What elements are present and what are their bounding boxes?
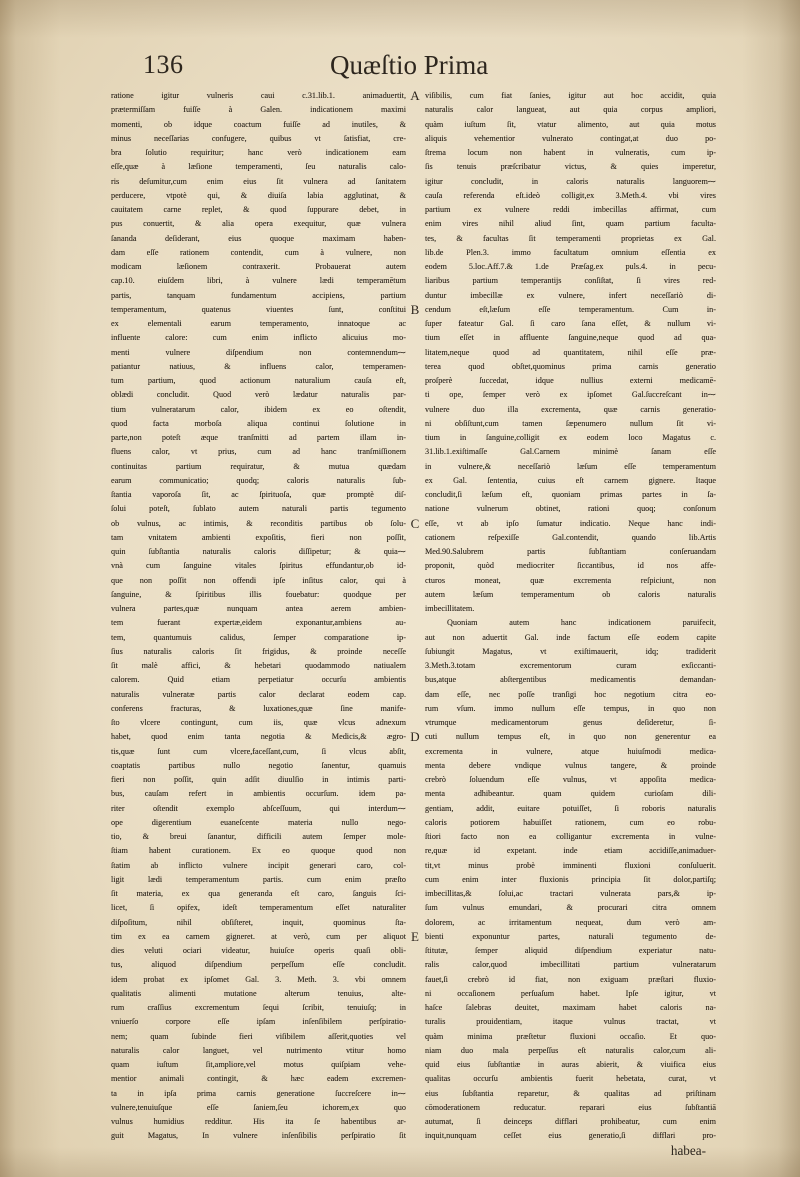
text-line: tium in ſanguine,colligit ex eodem loco Magatus c. [425, 433, 716, 442]
text-line: ſtiam habent curationem. Ex eo quoque quod non [111, 846, 406, 856]
text-line: cōmoderationem reducatur. reparari eius ſubſtantiā [425, 1102, 716, 1112]
right-column [425, 89, 716, 1144]
text-line: ſolui poteſt, ſublato autem naturali partis tegumento [111, 504, 406, 514]
text-line: quin ſubſtantia naturalis caloris diſſipetur; & quia⁓ [111, 547, 406, 556]
text-line: aut non aduertit Gal. inde factum eſſe eodem capite [425, 632, 716, 642]
text-line: autumat, ſi deinceps difflari prohibeatur, cum enim [425, 1117, 716, 1126]
text-line: mentior animali contingit, & hæc eadem excremen- [111, 1074, 406, 1084]
text-line: dies veluti ociari videatur, huiuſce operis quaſi obli- [111, 946, 406, 955]
text-line: qualitatis alimenti mutatione alterum tenuius, alte- [111, 988, 406, 998]
text-line: vulnera partes,quæ nunquam antea aerem ambien- [111, 604, 406, 613]
text-line: Quoniam autem hanc indicationem paruifecit, [447, 618, 716, 628]
text-line: cap.10. eiuſdem libri, à vulnere lædi temperamētum [111, 276, 406, 286]
text-line: earum communicatio; quodq; caloris naturalis ſub- [111, 475, 406, 485]
text-line: imbecillitas,& ſolui,ac tractari vulnerata pars,& ip- [425, 889, 716, 898]
text-line: caloris potiorem habuiſſet rationem, cum eo robu- [425, 817, 716, 827]
text-line: concludit,ſi læſum eſt, quoniam primas partes in ſa- [425, 490, 716, 499]
text-line: influente calore: cum enim inflicto alicuius mo- [111, 333, 406, 343]
text-line: prætermiſſam fuiſſe à Galen. indicationem maximi [111, 105, 406, 115]
text-line: haſce ſalebras deuitet, maximam habet caloris na- [425, 1003, 716, 1012]
text-line: vnà cum ſanguine vitales ſpiritus effundantur,ob id- [111, 561, 406, 571]
text-line: tium eſſet in affluente ſanguine,neque quod ad qua- [425, 333, 716, 343]
text-line: terea quod obſtet,quominus prima carnis generatio [425, 361, 716, 371]
text-line: autem læſum temperamentum ob caloris naturalis [425, 589, 716, 599]
text-line: fluens calor, vt prius, cum ad hanc tranſmiſſionem [111, 447, 406, 457]
text-line: turalis prouidentiam, itaque vulnus tractat, vt [425, 1017, 716, 1027]
text-line: crebrò ſoluendum eſſe vulnus, vt appoſita medica- [425, 775, 716, 784]
text-line: viſibilis, cum fiat ſanies, igitur aut hoc accidit, quia [425, 91, 716, 100]
margin-letter-d: D [410, 729, 420, 745]
text-line: habet, quod enim tanta negotia & Medicis,& ægro- [111, 732, 406, 742]
text-line: vulnere,tenuiuſque eſſe ſaniem,ſeu ichorem,ex quo [111, 1102, 406, 1112]
text-line: cuti nullum tempus eſt, in quo non generentur ea [425, 732, 716, 742]
text-line: coaptatis partibus nullo negotio ſanentur, quamuis [111, 760, 406, 770]
text-line: vniuerſo corpore eſſe ipſam inſenſibilem perſpiratio- [111, 1017, 406, 1027]
text-line: vulnere duo illa excrementa, quæ carnis generatio- [425, 404, 716, 414]
text-line: ni occaſionem perſuaſum habet. Ipſe igitur, vt [425, 988, 716, 998]
text-line: litatem,neque quod ad quantitatem, nihil eſſe præ- [425, 347, 716, 357]
text-line: cendum eſt,læſum eſſe temperamentum. Cum in- [425, 304, 716, 314]
text-line: ſius naturalis caloris ſit frigidus, & proinde neceſſe [111, 646, 406, 656]
margin-letter-c: C [410, 515, 420, 531]
text-line: quàm iuſtum ſit, vtatur alimento, aut quia motus [425, 119, 716, 129]
text-line: tem fuerant expertæ,eidem exponantur,ambiens au- [111, 618, 406, 628]
text-line: bus,atque abſtergentibus medicamentis demandan- [425, 675, 716, 685]
text-line: menta adhibeantur. quam quidem curioſam dili- [425, 789, 716, 799]
text-line: ſananda deſiderant, eius quoque maximam haben- [111, 233, 406, 243]
text-line: vtrumque medicamentorum genus deſideretur, ſi- [425, 718, 716, 727]
paragraph [425, 89, 716, 616]
text-line: temperamentum, quatenus viuentes ſunt, conſtitui [111, 304, 406, 314]
paragraph [425, 616, 716, 1143]
text-line: ob vulnus, ac intimis, & reconditis partibus ob ſolu- [111, 518, 406, 528]
text-line: ſtatim ab inflicto vulnere incipit generari caro, col- [111, 860, 406, 870]
text-line: 3.Meth.3.totam excrementorum curam exſiccanti- [425, 661, 716, 670]
text-line: re,quæ id expetant. inde etiam accidiſſe,animaduer- [425, 846, 716, 856]
text-line: vulnus humidius redditur. His ita ſe habentibus ar- [111, 1117, 406, 1126]
text-line: igitur concludit, in caloris naturalis languorem⁓ [425, 176, 716, 186]
text-line: imbecillitatem. [425, 604, 475, 613]
text-line: gentiam, addit, euitare potuiſſet, ſi roboris naturalis [425, 803, 716, 813]
text-line: bus, cauſam refert in ambientis occurſum. idem pa- [111, 789, 406, 799]
text-line: ſis tenuis præſcribatur victus, & quies imperetur, [425, 162, 716, 172]
text-line: tio, & breui ſanantur, difficili autem ſemper mole- [111, 832, 406, 841]
text-line: conferens fracturas, & luxationes,quæ ſine manife- [111, 703, 406, 713]
text-line: ni obſiſtunt,cum tamen ſæpenumero nullum ſit vi- [425, 418, 716, 428]
text-line: ſtrema locum non habent in vulneratis, cum ip- [425, 148, 716, 157]
left-column [111, 89, 406, 1144]
text-line: ex Gal. ſententia, cuius eſt carnem gignere. Itaque [425, 475, 716, 485]
text-line: enim vires nihil aliud ſint, quam partium faculta- [425, 219, 716, 229]
text-line: licet, ſi opifex, ideſt temperamentum eſſet naturaliter [111, 903, 406, 913]
text-line: ſum vulnus emundari, & procurari citra omnem [425, 903, 716, 913]
page-number: 136 [143, 50, 184, 79]
text-line: ris deſumitur,cum enim eius ſit vulnera ad ſanitatem [111, 176, 406, 186]
text-line: minus neceſſarias confugere, quibus vt ſatisfiat, cre- [111, 133, 406, 143]
text-line: menti vulnere diſpendium non contemnendum⁓ [111, 347, 406, 357]
text-line: aliquis vehementior vulnerato contingat,at duo po- [425, 133, 716, 143]
margin-letter-b: B [410, 301, 420, 317]
text-line: ſuper fateatur Gal. ſi caro ſana eſſet, & nullum vi- [425, 319, 716, 328]
text-line: nem; quam ſubinde fieri viſibilem aſſerit,quoties vel [111, 1031, 406, 1041]
text-line: naturalis calor langueat, aut quia corpus ampliori, [425, 105, 716, 115]
text-line: ſto vlcere contingunt, cum iis, quæ vlcus adnexum [111, 718, 406, 727]
text-line: ratione igitur vulneris caui c.31.lib.1. animaduertit, [111, 91, 406, 100]
text-line: tus, aliquod diſpendium perpeſſum eſſe concludit. [111, 960, 406, 970]
text-line: ſtiori facto non ea colligantur excrementa in vulne- [425, 832, 716, 841]
margin-letter-a: A [410, 88, 420, 103]
text-line: in vulnere,& neceſſariò læſum eſſe temperamentum [425, 461, 716, 471]
text-line: eodem 5.loc.Aff.7.& 1.de Præſag.ex puls.4. in pecu- [425, 262, 716, 271]
text-line: eius ſubſtantia reparetur, & qualitas ad priſtinam [425, 1088, 716, 1098]
text-line: oblædi concludit. Quod verò lædatur naturalis par- [111, 390, 406, 400]
text-line: parte,non poteſt æque tranſmitti ad partem illam in- [111, 433, 406, 442]
text-line: continuitas partium requiratur, & mutua quædam [111, 461, 406, 471]
text-line: tam vnitatem ambienti expoſitis, fieri non poſſit, [111, 532, 406, 542]
text-line: ſtantia vaporoſa ſit, ac ſpirituoſa, quæ promptè diſ- [111, 490, 406, 499]
text-line: proponit, quòd mediocriter ſiccantibus, id nos affe- [425, 561, 716, 571]
text-line: quid eius ſubſtantiæ in auras abierit, & viuifica eius [425, 1060, 716, 1069]
text-line: perducere, vtpotè qui, & diuiſa labia agglutinat, & [111, 190, 406, 200]
text-line: dolorem, ac irritamentum nequeat, dum verò am- [425, 917, 716, 927]
text-line: ſubiungit Magatus, vt exiſtimauerit, idq; tradiderit [425, 646, 716, 656]
text-line: inquit,nunquam ceſſet eius generatio,ſi difflari pro- [425, 1131, 716, 1141]
text-line: que non poſſit non offendi ipſe inſitus calor, qui à [111, 575, 406, 585]
text-line: cauitatem carne replet, & quod ſuppurare debet, in [111, 205, 406, 214]
text-line: niam duo mala perpeſſus eſt naturalis calor,cum ali- [425, 1045, 716, 1055]
text-line: eſſe,quæ à læſione temperamenti, ſeu naturalis calo- [111, 162, 406, 172]
text-line: patiantur natiuus, & influens calor, temperamen- [111, 361, 406, 371]
text-line: tum partium, quod actionum naturalium cauſa eſt, [111, 376, 406, 385]
text-line: rum vſum. immo nullum eſſe tempus, in quo non [425, 703, 716, 713]
text-line: rum craſſius excrementum ſequi ſcribit, tenuiuſq; in [111, 1003, 406, 1012]
text-line: menta debere vndique vulnus tangere, & proinde [425, 760, 716, 770]
text-line: Med.90.Salubrem partis ſubſtantiam conſeruandam [425, 547, 716, 556]
text-line: tium vulneratarum calor, ibidem ex eo oſtendit, [111, 404, 406, 414]
text-line: partis, tanquam fundamentum accipiens, partium [111, 290, 406, 300]
text-line: ex elementali earum temperamento, innatoque ac [111, 319, 406, 328]
catchword: habea- [670, 1142, 706, 1158]
margin-letter-e: E [411, 928, 419, 944]
text-line: modicam læſionem contraxerit. Probauerat autem [111, 262, 406, 271]
text-line: naturalis vulneratæ partis calor declarat eodem cap. [111, 689, 406, 699]
text-line: duntur imbecillæ ex vulnere, infert neceſſariò di- [425, 290, 716, 300]
text-line: ligit lædi temperamentum partis. cum enim præſto [111, 874, 406, 884]
text-line: eſſe, vt ab ipſo ſumatur indicatio. Neque hanc indi- [425, 518, 716, 528]
text-line: excrementa in vulnere, atque huiuſmodi medica- [425, 746, 716, 756]
text-line: tit,vt minus probè imminenti fluxioni conſuluerit. [425, 860, 716, 870]
text-line: tes, & facultas ſit temperamenti proprietas ex Gal. [425, 233, 716, 243]
text-line: natione vulnerum obtinet, rationi quoq; conſonum [425, 504, 716, 514]
text-line: quam iuſtum ſit,ampliore,vel motus quiſpiam vehe- [111, 1060, 406, 1069]
text-line: fieri non poſſit, quin adſit diuulſio in intimis parti- [111, 775, 406, 784]
text-line: lib.de Plen.3. immo facultatum omnium eſſentia ex [425, 247, 716, 257]
text-line: partium ex vulnere reddi imbecillas affirmat, cum [425, 205, 716, 214]
text-line: ſanguine, & ſpiritibus illis fouebatur: quodque per [111, 589, 406, 599]
text-line: dam eſſe rationem contendit, cum à vulnere, non [111, 247, 406, 257]
text-line: calorem. Quid etiam perpetiatur occurſu ambientis [111, 675, 406, 685]
text-line: cauſa referenda eſt.ideò colligit,ex 3.Meth.4. vbi vires [425, 190, 716, 200]
text-line: ta in ipſa prima carnis generatione ſuccreſcere in⁓ [111, 1088, 406, 1098]
text-line: bienti exponuntur partes, naturali tegumento de- [425, 931, 716, 941]
paragraph [111, 89, 406, 1144]
text-line: ralis calor,quod imbecillitati partium vulneratarum [425, 960, 716, 970]
text-line: cationem reſpexiſſe Gal.contendit, quando lib.Artis [425, 532, 716, 542]
text-line: tem, quantumuis calidus, ſemper comparatione ip- [111, 632, 406, 642]
text-line: cturos moneat, quæ excrementa reſpiciunt, non [425, 575, 716, 585]
text-line: bra ſolutio requiritur; hanc verò indicationem eam [111, 148, 406, 157]
text-line: 31.lib.1.exiſtimaſſe Gal.Carnem minimè ſanam eſſe [425, 447, 716, 457]
text-line: naturalis calor languet, vel nutrimento vtitur homo [111, 1045, 406, 1055]
text-line: qualitas occurſu ambientis fuerit hebetata, curat, vt [425, 1074, 716, 1084]
text-line: pus conuertit, & alia opera exequitur, quæ vulnera [111, 219, 406, 229]
text-line: diſpoſitum, nihil obſiſteret, inquit, quominus ſta- [111, 917, 406, 927]
text-line: ſit materia, ex qua generanda eſt caro, ſanguis ſci- [111, 889, 406, 898]
text-line: quod facta morboſa aliqua continui ſolutione in [111, 418, 406, 428]
text-line: ope digerentium euaneſcente materia nullo nego- [111, 817, 406, 827]
text-line: dam eſſe, nec poſſe tranſigi hoc negotium citra eo- [425, 689, 716, 699]
text-line: riter oſtendit exemplo abſceſſuum, qui interdum⁓ [111, 803, 406, 813]
text-line: idem probat ex ipſomet Gal. 3. Meth. 3. vbi omnem [111, 974, 406, 984]
text-line: liaribus partium temperantijs conſiſtat, ſi vires red- [425, 276, 716, 286]
text-line: guit Magatus, In vulnere inſenſibilis perſpiratio ſit [111, 1131, 406, 1141]
text-line: proſperè ſuccedat, idque nullius externi medicamē- [425, 376, 716, 385]
text-line: tim ex ea carnem gigneret. at verò, cum per aliquot [111, 931, 406, 941]
text-line: tis,quæ ſunt cum vlcere,faceſſant,cum, ſi vlcus abſit, [111, 746, 406, 756]
text-line: ſtitutæ, ſemper aliquid diſpendium experiatur natu- [425, 946, 716, 955]
text-line: ſit malè affici, & hebetari quodammodo natiualem [111, 661, 406, 670]
running-head: Quæſtio Prima [330, 50, 489, 80]
text-line: ti ope, ſemper verò ex ipſomet Gal.ſuccreſcant in⁓ [425, 390, 716, 400]
text-line: cum enim inter fluxionis principia ſit dolor,partiſq; [425, 874, 716, 884]
text-line: fauet,ſi crebrò id fiat, non exiguam præſtari fluxio- [425, 974, 716, 984]
text-line: momenti, ob idque coactum fuiſſe ad inutiles, & [111, 119, 406, 129]
text-line: quàm minima præſtetur fluxioni occaſio. Et quo- [425, 1031, 716, 1041]
